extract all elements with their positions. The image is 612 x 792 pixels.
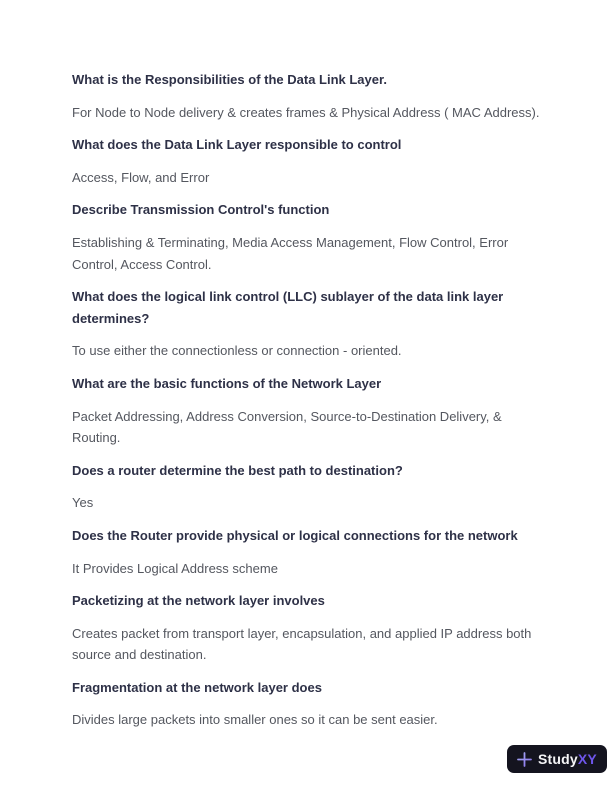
question-text: Describe Transmission Control's function bbox=[72, 202, 330, 218]
qa-block bbox=[72, 199, 540, 275]
question-text: What does the Data Link Layer responsible to control bbox=[72, 137, 402, 153]
question-text: What are the basic functions of the Network Layer bbox=[72, 375, 382, 391]
question-text: Fragmentation at the network layer does bbox=[72, 679, 322, 695]
answer-text: Creates packet from transport layer, encapsulation, and applied IP address both source and destination. bbox=[72, 625, 532, 663]
qa-block bbox=[72, 286, 540, 362]
question-text: Packetizing at the network layer involves bbox=[72, 593, 325, 609]
question-text: What is the Responsibilities of the Data Link Layer. bbox=[72, 72, 387, 87]
answer-text: It Provides Logical Address scheme bbox=[72, 560, 278, 576]
answer-text: Establishing & Terminating, Media Access Management, Flow Control, Error Control, Access Control. bbox=[72, 234, 509, 272]
answer-text: To use either the connectionless or connection - oriented. bbox=[72, 343, 402, 359]
question-text: Does a router determine the best path to destination? bbox=[72, 462, 403, 478]
qa-block bbox=[72, 677, 540, 731]
answer-text: Access, Flow, and Error bbox=[72, 169, 210, 185]
qa-content bbox=[72, 69, 540, 742]
brand-name-secondary: XY bbox=[577, 751, 597, 767]
answer-text: Packet Addressing, Address Conversion, Source-to-Destination Delivery, & Routing. bbox=[72, 408, 502, 446]
qa-block bbox=[72, 69, 540, 123]
answer-text: Divides large packets into smaller ones so it can be sent easier. bbox=[72, 712, 438, 728]
qa-block bbox=[72, 525, 540, 579]
plus-icon bbox=[517, 752, 532, 767]
question-text: Does the Router provide physical or logical connections for the network bbox=[72, 527, 518, 543]
studyxy-logo bbox=[507, 745, 607, 773]
answer-text: For Node to Node delivery & creates frames & Physical Address ( MAC Address). bbox=[72, 104, 540, 120]
qa-block bbox=[72, 460, 540, 514]
qa-block bbox=[72, 373, 540, 449]
answer-text: Yes bbox=[72, 495, 94, 511]
brand-name-primary: Study bbox=[538, 751, 578, 767]
qa-block bbox=[72, 590, 540, 666]
question-text: What does the logical link control (LLC) sublayer of the data link layer determines? bbox=[72, 289, 504, 326]
qa-block bbox=[72, 134, 540, 188]
